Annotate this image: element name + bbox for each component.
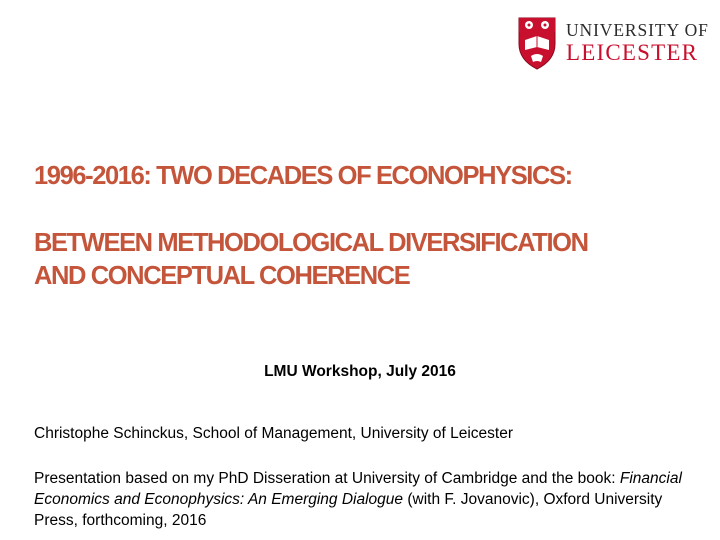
presentation-description xyxy=(34,468,694,531)
logo-university-of: UNIVERSITY OF xyxy=(566,20,709,40)
university-crest-icon xyxy=(517,16,557,70)
author-affiliation: Christophe Schinckus, School of Management, University of Leicester xyxy=(34,425,514,442)
description-prefix: Presentation based on my PhD Disseration at University of Cambridge and the book: xyxy=(34,470,620,487)
university-logo xyxy=(517,16,707,72)
logo-leicester: LEICESTER xyxy=(566,40,699,65)
description-suffix: (with F. Jovanovic), Oxford University Press, forthcoming, 2016 xyxy=(34,491,663,529)
slide-title-line-1: 1996-2016: TWO DECADES OF ECONOPHYSICS: xyxy=(34,162,572,190)
book-title: Financial Economics and Econophysics: An Emerging Dialogue xyxy=(34,470,682,508)
slide-title-line-3: AND CONCEPTUAL COHERENCE xyxy=(34,262,410,290)
slide-title-line-2: BETWEEN METHODOLOGICAL DIVERSIFICATION xyxy=(34,229,588,257)
workshop-label: LMU Workshop, July 2016 xyxy=(264,363,456,380)
